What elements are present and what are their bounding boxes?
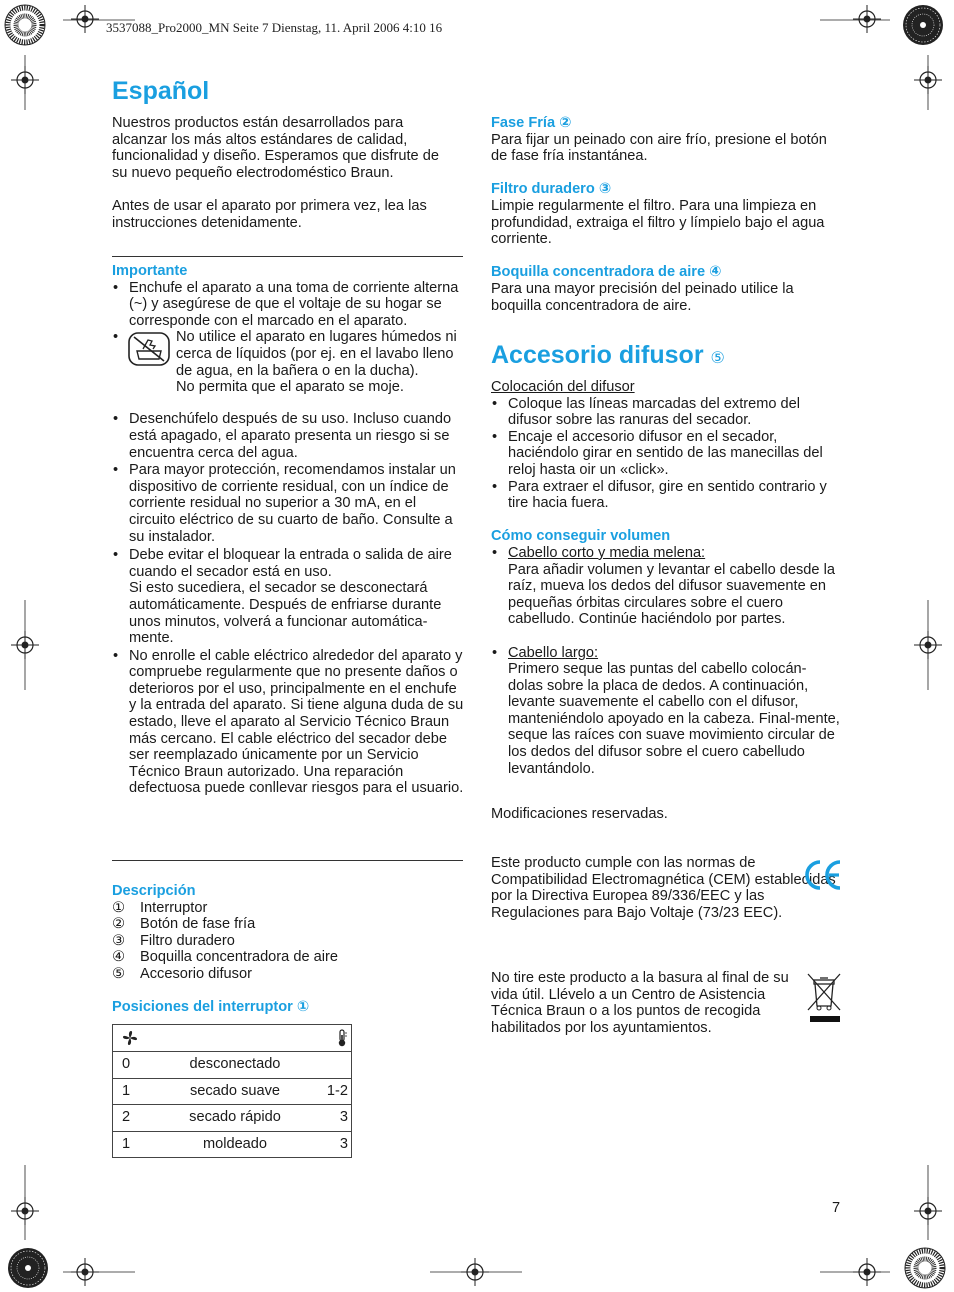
short-hair-heading: • Cabello corto y media melena: xyxy=(508,544,706,561)
thermometer-icon xyxy=(336,1029,348,1047)
switch-label: secado suave xyxy=(189,1082,281,1099)
list-item: • Enchufe el aparato a una toma de corriente alterna (~) y asegúrese de que el voltaje de su hogar se corresponde con el marcado en el aparato. xyxy=(112,280,464,330)
switch-label: moldeado xyxy=(202,1135,268,1152)
list-item xyxy=(112,966,464,983)
list-item-text: Debe evitar el bloquear la entrada o salida de aire cuando el secador está en uso. xyxy=(129,547,452,580)
switch-label: secado rápido xyxy=(189,1109,281,1126)
list-item: • Para mayor protección, recomendamos instalar un dispositivo de corriente residual, con un índice de corriente residual no superior a 30 mA, en el circuito eléctrico de su cuarto de baño. Consulte a su instalador. xyxy=(112,462,464,545)
cold-heading: Fase Fría ② xyxy=(491,115,572,131)
list-item xyxy=(491,645,841,778)
description-heading: Descripción xyxy=(112,883,196,899)
list-item xyxy=(112,547,464,647)
item-label: Filtro duradero xyxy=(140,932,235,949)
long-hair-text: Primero seque las puntas del cabello colocán-dolas sobre la placa de dedos. A continuación, levante suavemente el cabello con el difusor, manteniéndolo apoyado en la cabeza. Final-mente, seque las raíces con suave movimiento circular de los dedos del difusor sobre el cuero cabelludo levantándolo. xyxy=(508,661,840,777)
nozzle-text: Para una mayor precisión del peinado utilice la boquilla concentradora de aire. xyxy=(491,280,794,314)
switch-position: 1 xyxy=(122,1135,131,1152)
description-section xyxy=(112,883,464,1015)
item-label: Botón de fase fría xyxy=(140,916,256,933)
list-item xyxy=(491,545,841,628)
switch-label: desconectado xyxy=(189,1056,281,1073)
table-cell xyxy=(113,1052,352,1079)
page-title: Español xyxy=(112,77,210,105)
list-item: • Para extraer el difusor, gire en sentido contrario y tire hacia fuera. xyxy=(491,479,841,512)
placement-heading: Colocación del difusor xyxy=(491,379,635,395)
crossed-bin-icon xyxy=(806,972,842,1024)
intro-paragraph: Antes de usar el aparato por primera vez, lea las instrucciones detenidamente. xyxy=(112,197,427,231)
diffuser-title-text: Accesorio difusor xyxy=(491,341,704,369)
fan-icon xyxy=(122,1030,138,1046)
item-number: ④ xyxy=(112,949,126,966)
item-number: ⑤ xyxy=(112,965,126,982)
nozzle-heading: Boquilla concentradora de aire ④ xyxy=(491,264,722,281)
switch-heading: Posiciones del interruptor ① xyxy=(112,998,310,1015)
switch-position: 0 xyxy=(122,1056,131,1073)
table-row xyxy=(113,1131,352,1158)
diffuser-section xyxy=(491,379,841,777)
volume-heading: Cómo conseguir volumen xyxy=(491,528,671,545)
ce-text: Este producto cumple con las normas de Compatibilidad Electromagnética (CEM) establecidas por la Directiva Europea 89/336/EEC y las Regulaciones para Bajo Voltaje (73/23 EEC). xyxy=(491,855,836,921)
ce-mark-icon xyxy=(805,859,843,891)
divider xyxy=(112,256,463,257)
cold-text: Para fijar un peinado con aire frío, presione el botón de fase fría instantánea. xyxy=(491,131,827,165)
list-item: • Desenchúfelo después de su uso. Incluso cuando está apagado, el aparato presenta un riesgo si se encuentra cerca del agua. xyxy=(112,411,464,461)
diffuser-title xyxy=(491,340,725,374)
switch-heat: 1-2 xyxy=(326,1082,348,1099)
table-cell xyxy=(113,1105,352,1132)
switch-heat: 3 xyxy=(339,1109,348,1126)
item-label: Accesorio difusor xyxy=(140,965,252,982)
table-row xyxy=(113,1105,352,1132)
weee-text: No tire este producto a la basura al final de su vida útil. Llévelo a un Centro de Asistencia Técnica Braun o a los puntos de recogida habilitados por los ayuntamientos. xyxy=(491,970,789,1036)
list-item-text-2: Si esto sucediera, el secador se desconectará automáticamente. Después de enfriarse durante unos minutos, volverá a funcionar automática-mente. xyxy=(129,580,442,647)
right-top-section xyxy=(491,115,841,314)
table-row xyxy=(113,1052,352,1079)
filter-text: Limpie regularmente el filtro. Para una limpieza en profundidad, extraiga el filtro y límpielo bajo el agua corriente. xyxy=(491,197,825,248)
list-item: • No enrolle el cable eléctrico alrededor del aparato y compruebe regularmente que no presente daños o deterioros por el uso, principalmente en el enchufe y la entrada del aparato. Si tiene alguna duda de su estado, lleve el aparato al Servicio Técnico Braun más cercano. El cable eléctrico del secador debe ser reemplazado únicamente por un Servicio Técnico Braun autorizado. Una reparación defectuosa puede conllevar riesgos para el usuario. xyxy=(112,648,464,797)
intro-paragraph: Nuestros productos están desarrollados para alcanzar los más altos estándares de calidad, funcionalidad y diseño. Esperamos que disfrute de su nuevo pequeño electrodoméstico Braun. xyxy=(112,115,439,181)
warning-text-2: No permita que el aparato se moje. xyxy=(176,379,404,396)
list-item xyxy=(112,900,464,917)
list-item xyxy=(112,916,464,933)
list-item xyxy=(112,949,464,966)
item-label: Boquilla concentradora de aire xyxy=(140,949,338,966)
intro-section xyxy=(112,115,457,231)
switch-position: 2 xyxy=(122,1109,131,1126)
warning-text: No utilice el aparato en lugares húmedos ni cerca de líquidos (por ej. en el lavabo lleno de agua, en la bañera o en la ducha). xyxy=(176,329,457,379)
list-item: • Coloque las líneas marcadas del extremo del difusor sobre las ranuras del secador. xyxy=(491,396,841,429)
diffuser-number: ⑤ xyxy=(710,350,725,367)
page-number: 7 xyxy=(832,1200,841,1216)
list-item xyxy=(112,329,464,411)
list-item: • Encaje el accesorio difusor en el secador, haciéndolo girar en sentido de las manecillas del reloj hasta oir un «click». xyxy=(491,429,841,479)
no-water-icon xyxy=(128,332,170,366)
important-heading: Importante xyxy=(112,263,188,279)
list-item xyxy=(112,933,464,950)
table-header-cell xyxy=(113,1025,352,1052)
table-cell xyxy=(113,1078,352,1105)
table-row xyxy=(113,1078,352,1105)
short-hair-text: Para añadir volumen y levantar el cabello desde la raíz, mueva los dedos del difusor suavemente en pequeñas órbitas circulares sobre el cuero cabelludo. Continúe haciéndolo por partes. xyxy=(508,561,835,628)
item-number: ③ xyxy=(112,932,126,949)
divider xyxy=(112,860,463,861)
table-cell xyxy=(113,1131,352,1158)
table-header xyxy=(113,1025,352,1052)
item-number: ② xyxy=(112,916,126,933)
print-header: 3537088_Pro2000_MN Seite 7 Dienstag, 11. April 2006 4:10 16 xyxy=(106,20,443,35)
switch-heat: 3 xyxy=(339,1135,348,1152)
item-label: Interruptor xyxy=(140,899,208,916)
long-hair-heading: • Cabello largo: xyxy=(508,644,599,661)
item-number: ① xyxy=(112,899,126,916)
reserved-text: Modificaciones reservadas. xyxy=(491,806,668,822)
switch-table xyxy=(112,1024,352,1158)
important-section xyxy=(112,263,464,797)
filter-heading: Filtro duradero ③ xyxy=(491,181,612,198)
switch-position: 1 xyxy=(122,1082,131,1099)
